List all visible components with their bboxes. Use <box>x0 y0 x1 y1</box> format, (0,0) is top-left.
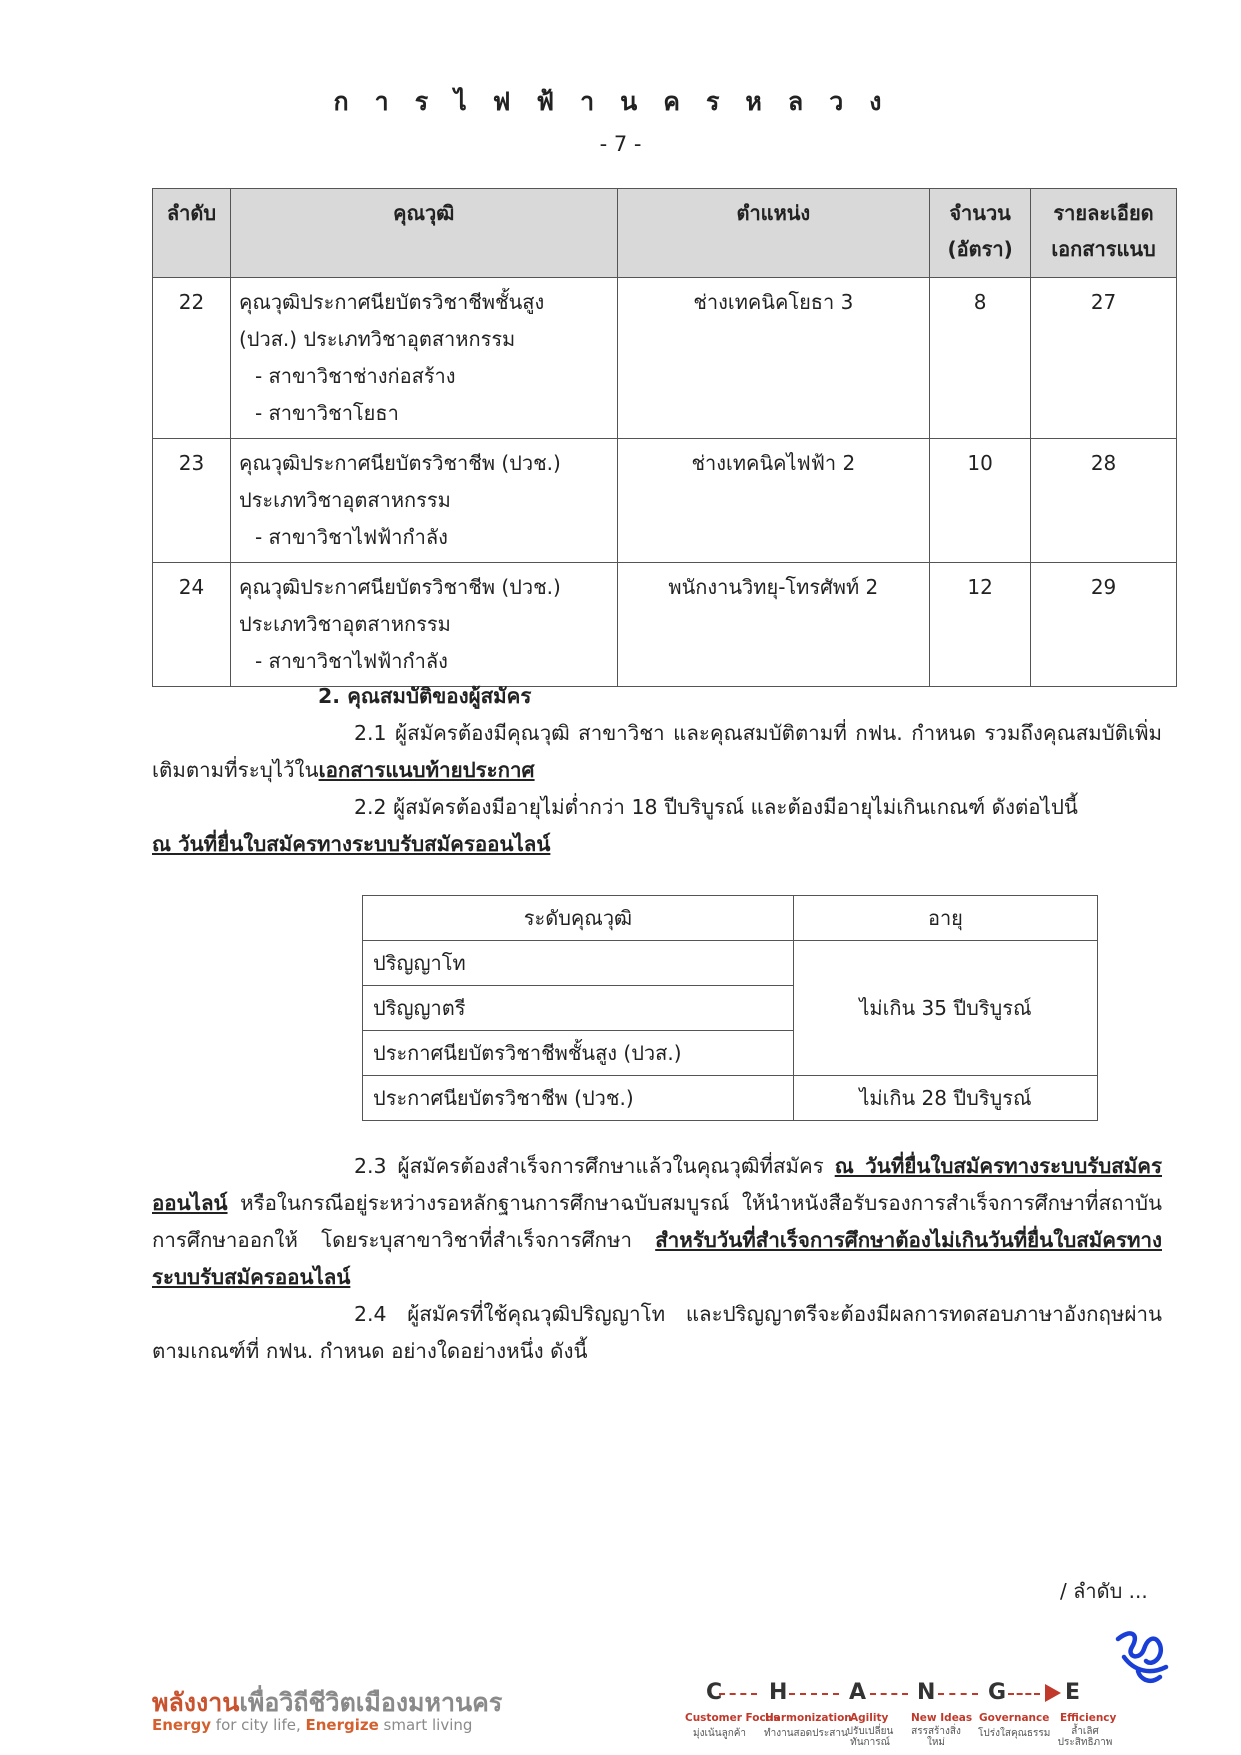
change-value-th: โปร่งใสคุณธรรม <box>978 1728 1051 1739</box>
col-order-header: ลำดับ <box>153 189 231 278</box>
level-cell: ประกาศนียบัตรวิชาชีพ (ปวช.) <box>363 1076 794 1121</box>
page-number: - 7 - <box>599 132 642 156</box>
row-order: 23 <box>153 439 231 563</box>
col-qual-header: คุณวุฒิ <box>230 189 617 278</box>
change-value: Customer Focus <box>685 1712 780 1724</box>
row-order: 22 <box>153 278 231 439</box>
change-value: New Ideas <box>911 1712 973 1724</box>
change-value-th: ล้ำเลิศประสิทธิภาพ <box>1057 1726 1113 1748</box>
table-row <box>153 563 1177 687</box>
age-table <box>362 895 1098 1121</box>
level-cell: ปริญญาโท <box>363 941 794 986</box>
org-header: การไฟฟ้านครหลวง <box>333 87 908 116</box>
level-cell: ประกาศนียบัตรวิชาชีพชั้นสูง (ปวส.) <box>363 1031 794 1076</box>
change-value: Agility <box>850 1712 889 1724</box>
row-position: ช่างเทคนิคโยธา 3 <box>617 278 930 439</box>
change-value: Governance <box>979 1712 1050 1724</box>
section-2-top <box>152 678 1162 863</box>
table-row <box>153 439 1177 563</box>
paragraph-2-4: 2.4 ผู้สมัครที่ใช้คุณวุฒิปริญญาโท และปริญญาตรีจะต้องมีผลการทดสอบภาษาอังกฤษผ่านตามเกณฑ์ที่ กฟน. กำหนด อย่างใดอย่างหนึ่ง ดังนี้ <box>152 1302 1162 1363</box>
change-value-th: มุ่งเน้นลูกค้า <box>693 1728 747 1739</box>
footer-slogan: พลังงานเพื่อวิถีชีวิตเมืองมหานคร <box>152 1688 503 1717</box>
change-letter: A <box>849 1680 867 1705</box>
section-heading: 2. คุณสมบัติของผู้สมัคร <box>318 684 532 708</box>
age-table-header <box>363 896 1098 941</box>
col-level-header: ระดับคุณวุฒิ <box>363 896 794 941</box>
footer-tagline: Energy for city life, Energize smart living <box>152 1716 473 1734</box>
row-count: 10 <box>930 439 1031 563</box>
row-attachment: 28 <box>1031 439 1177 563</box>
row-count: 12 <box>930 563 1031 687</box>
col-age-header: อายุ <box>793 896 1097 941</box>
change-letter: E <box>1065 1680 1081 1705</box>
row-qualification: คุณวุฒิประกาศนียบัตรวิชาชีพ (ปวช.) ประเภทวิชาอุตสาหกรรม - สาขาวิชาไฟฟ้ากำลัง <box>230 563 617 687</box>
col-attach-header: รายละเอียด เอกสารแนบ <box>1031 189 1177 278</box>
table-row <box>363 1076 1098 1121</box>
section-2-bottom <box>152 1148 1162 1370</box>
change-letter: H <box>769 1680 788 1705</box>
row-attachment: 27 <box>1031 278 1177 439</box>
row-position: พนักงานวิทยุ-โทรศัพท์ 2 <box>617 563 930 687</box>
change-value: Harmonization <box>765 1712 852 1724</box>
col-count-header: จำนวน (อัตรา) <box>930 189 1031 278</box>
table-row <box>153 278 1177 439</box>
age-cell: ไม่เกิน 35 ปีบริบูรณ์ <box>793 941 1097 1076</box>
continuation-note: / ลำดับ ... <box>1060 1579 1148 1603</box>
signature-mark <box>1110 1627 1175 1697</box>
table-header-row <box>153 189 1177 278</box>
change-value-th: ปรับเปลี่ยนทันการณ์ <box>846 1726 894 1748</box>
row-count: 8 <box>930 278 1031 439</box>
level-cell: ปริญญาตรี <box>363 986 794 1031</box>
age-cell: ไม่เกิน 28 ปีบริบูรณ์ <box>793 1076 1097 1121</box>
paragraph-2-1: 2.1 ผู้สมัครต้องมีคุณวุฒิ สาขาวิชา และคุณสมบัติตามที่ กฟน. กำหนด รวมถึงคุณสมบัติเพิ่มเติมตามที่ระบุไว้ในเอกสารแนบท้ายประกาศ <box>152 721 1162 782</box>
arrow-icon <box>1045 1684 1061 1702</box>
col-position-header: ตำแหน่ง <box>617 189 930 278</box>
row-position: ช่างเทคนิคไฟฟ้า 2 <box>617 439 930 563</box>
table-row <box>363 941 1098 986</box>
paragraph-2-3: 2.3 ผู้สมัครต้องสำเร็จการศึกษาแล้วในคุณวุฒิที่สมัคร ณ วันที่ยื่นใบสมัครทางระบบรับสมัครออนไลน์ หรือในกรณีอยู่ระหว่างรอหลักฐานการศึกษาฉบับสมบูรณ์ ให้นำหนังสือรับรองการสำเร็จการศึกษาที่สถาบันการศึกษาออกให้ โดยระบุสาขาวิชาที่สำเร็จการศึกษา สำหรับวันที่สำเร็จการศึกษาต้องไม่เกินวันที่ยื่นใบสมัครทางระบบรับสมัครออนไลน์ <box>152 1154 1162 1289</box>
change-letter: C <box>706 1680 723 1705</box>
change-letter: N <box>917 1680 936 1705</box>
change-letter: G <box>988 1680 1007 1705</box>
row-qualification: คุณวุฒิประกาศนียบัตรวิชาชีพ (ปวช.) ประเภทวิชาอุตสาหกรรม - สาขาวิชาไฟฟ้ากำลัง <box>230 439 617 563</box>
row-order: 24 <box>153 563 231 687</box>
positions-table <box>152 188 1177 687</box>
change-values-logo <box>685 1680 1125 1748</box>
change-value-th: ทำงานสอดประสาน <box>764 1728 848 1739</box>
row-qualification: คุณวุฒิประกาศนียบัตรวิชาชีพชั้นสูง (ปวส.) ประเภทวิชาอุตสาหกรรม - สาขาวิชาช่างก่อสร้าง - สาขาวิชาโยธา <box>230 278 617 439</box>
change-value: Efficiency <box>1060 1712 1117 1724</box>
paragraph-2-2: 2.2 ผู้สมัครต้องมีอายุไม่ต่ำกว่า 18 ปีบริบูรณ์ และต้องมีอายุไม่เกินเกณฑ์ ดังต่อไปนี้ ณ วันที่ยื่นใบสมัครทางระบบรับสมัครออนไลน์ <box>152 795 1078 856</box>
row-attachment: 29 <box>1031 563 1177 687</box>
change-value-th: สรรสร้างสิ่งใหม่ <box>911 1726 961 1748</box>
